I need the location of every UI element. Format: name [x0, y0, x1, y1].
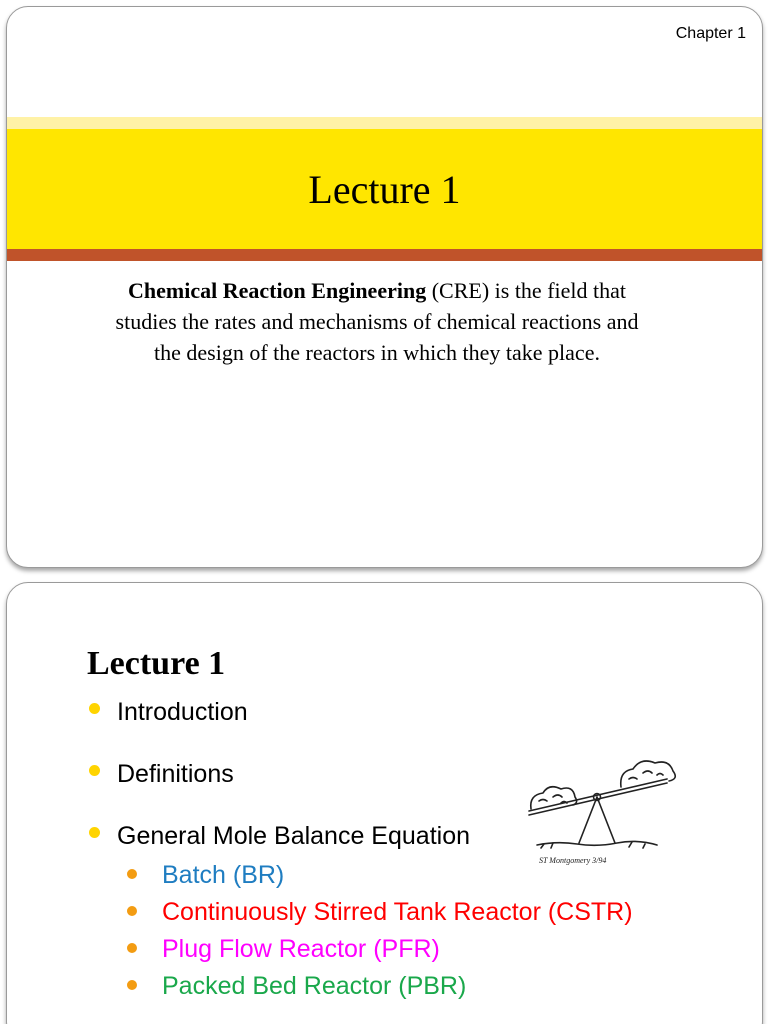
bullet-label: Introduction	[117, 698, 248, 726]
reactor-label: Plug Flow Reactor (PFR)	[162, 935, 440, 963]
title-band-highlight	[7, 117, 762, 129]
definition-term: Chemical Reaction Engineering	[128, 278, 427, 303]
bullet-label: General Mole Balance Equation	[117, 822, 471, 850]
slide-heading: Lecture 1	[87, 645, 226, 682]
reactor-item-pfr	[127, 931, 633, 968]
definition-body: (CRE) is the field that studies the rates and mechanisms of chemical reactions and the design of the reactors in which they take place.	[115, 278, 639, 365]
sub-bullet-dot-icon	[127, 869, 137, 879]
bullet-item	[87, 695, 633, 729]
sub-bullet-dot-icon	[127, 906, 137, 916]
title-band-underline	[7, 249, 762, 261]
reactor-label: Batch (BR)	[162, 861, 285, 889]
illustration-signature: ST Montgomery 3/94	[539, 856, 607, 865]
sub-bullet-dot-icon	[127, 943, 137, 953]
slide-title: Lecture 1	[308, 166, 461, 212]
reactor-item-pbr	[127, 968, 633, 1005]
definition-text	[107, 275, 647, 368]
title-band	[7, 129, 762, 249]
reactor-label: Packed Bed Reactor (PBR)	[162, 972, 467, 1000]
bullet-dot-icon	[89, 703, 100, 714]
chapter-label: Chapter 1	[675, 25, 746, 42]
reactor-list	[127, 857, 633, 1005]
slide-2	[6, 582, 763, 1024]
reactor-item-cstr	[127, 894, 633, 931]
bullet-label: Definitions	[117, 760, 234, 788]
slide-1	[6, 6, 763, 568]
sub-bullet-dot-icon	[127, 980, 137, 990]
seesaw-sketch-icon	[517, 751, 687, 871]
reactor-label: Continuously Stirred Tank Reactor (CSTR)	[162, 898, 633, 926]
bullet-dot-icon	[89, 827, 100, 838]
bullet-dot-icon	[89, 765, 100, 776]
